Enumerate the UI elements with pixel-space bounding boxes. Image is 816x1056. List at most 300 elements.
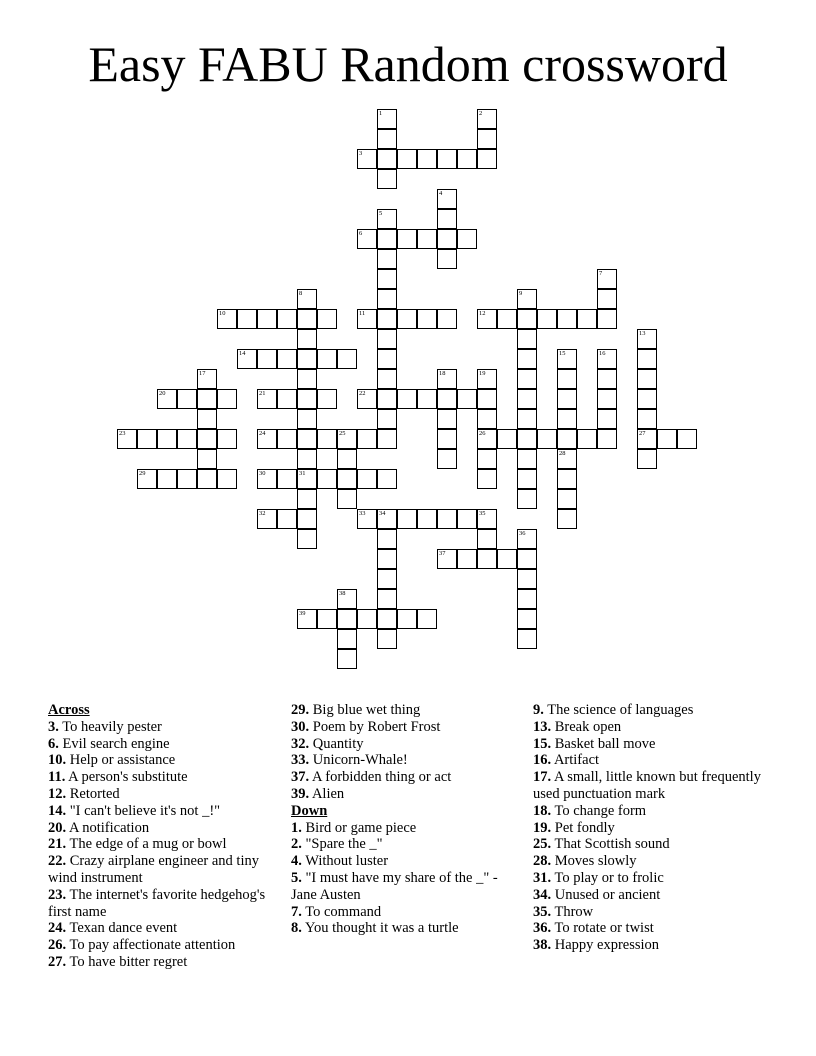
grid-cell[interactable] bbox=[517, 309, 537, 329]
clue-number-label: 7. bbox=[291, 903, 302, 920]
grid-cell[interactable] bbox=[557, 309, 577, 329]
clue-text: The edge of a mug or bowl bbox=[66, 836, 227, 853]
grid-cell[interactable] bbox=[597, 349, 617, 369]
clue-text: "I can't believe it's not _!" bbox=[66, 802, 221, 819]
clue-text: The science of languages bbox=[543, 702, 694, 718]
down-clue bbox=[291, 904, 523, 921]
grid-cell[interactable] bbox=[277, 389, 297, 409]
grid-cell[interactable] bbox=[297, 489, 317, 509]
grid-cell[interactable] bbox=[537, 429, 557, 449]
grid-cell[interactable] bbox=[397, 609, 417, 629]
clue-text: To heavily pester bbox=[58, 718, 162, 735]
clue-number-label: 29. bbox=[291, 702, 310, 718]
across-clue bbox=[48, 769, 278, 786]
grid-cell[interactable] bbox=[277, 469, 297, 489]
clue-text: Texan dance event bbox=[66, 920, 178, 937]
grid-cell[interactable] bbox=[517, 409, 537, 429]
clue-text: Retorted bbox=[66, 785, 120, 802]
clue-text: Big blue wet thing bbox=[309, 702, 421, 718]
grid-cell[interactable] bbox=[517, 429, 537, 449]
clue-number-label: 1. bbox=[291, 819, 302, 836]
grid-cell[interactable] bbox=[377, 269, 397, 289]
grid-cell[interactable] bbox=[277, 509, 297, 529]
grid-cell[interactable] bbox=[377, 329, 397, 349]
grid-cell[interactable] bbox=[217, 389, 237, 409]
grid-cell[interactable] bbox=[377, 109, 397, 129]
grid-cell[interactable] bbox=[597, 409, 617, 429]
grid-cell[interactable] bbox=[417, 509, 437, 529]
clues-column-3 bbox=[533, 702, 773, 954]
grid-cell[interactable] bbox=[397, 229, 417, 249]
grid-cell[interactable] bbox=[477, 309, 497, 329]
clue-number: 39 bbox=[299, 610, 306, 617]
clue-number: 13 bbox=[639, 330, 646, 337]
down-clue bbox=[291, 820, 523, 837]
grid-cell[interactable] bbox=[297, 389, 317, 409]
grid-cell[interactable] bbox=[337, 629, 357, 649]
grid-cell[interactable] bbox=[477, 469, 497, 489]
grid-cell[interactable] bbox=[157, 469, 177, 489]
grid-cell[interactable] bbox=[297, 409, 317, 429]
across-clue bbox=[291, 719, 523, 736]
grid-cell[interactable] bbox=[437, 449, 457, 469]
grid-cell[interactable] bbox=[337, 349, 357, 369]
grid-cell[interactable] bbox=[297, 429, 317, 449]
grid-cell[interactable] bbox=[517, 549, 537, 569]
grid-cell[interactable] bbox=[377, 309, 397, 329]
grid-cell[interactable] bbox=[557, 429, 577, 449]
grid-cell[interactable] bbox=[477, 129, 497, 149]
grid-cell[interactable] bbox=[237, 349, 257, 369]
grid-cell[interactable] bbox=[337, 609, 357, 629]
grid-cell[interactable] bbox=[197, 429, 217, 449]
clue-number-label: 27. bbox=[48, 953, 67, 970]
across-clue bbox=[48, 937, 278, 954]
grid-cell[interactable] bbox=[277, 429, 297, 449]
grid-cell[interactable] bbox=[317, 389, 337, 409]
grid-cell[interactable] bbox=[457, 389, 477, 409]
grid-cell[interactable] bbox=[557, 409, 577, 429]
grid-cell[interactable] bbox=[437, 389, 457, 409]
down-clue bbox=[533, 920, 773, 937]
clue-number-label: 37. bbox=[291, 769, 310, 786]
grid-cell[interactable] bbox=[397, 309, 417, 329]
grid-cell[interactable] bbox=[477, 149, 497, 169]
grid-cell[interactable] bbox=[337, 589, 357, 609]
clue-number-label: 13. bbox=[533, 718, 552, 735]
clue-number-label: 18. bbox=[533, 802, 552, 819]
down-clue bbox=[533, 870, 773, 887]
clue-number-label: 14. bbox=[48, 802, 67, 819]
grid-cell[interactable] bbox=[257, 509, 277, 529]
grid-cell[interactable] bbox=[377, 289, 397, 309]
grid-cell[interactable] bbox=[197, 409, 217, 429]
grid-cell[interactable] bbox=[377, 409, 397, 429]
grid-cell[interactable] bbox=[297, 529, 317, 549]
grid-cell[interactable] bbox=[377, 629, 397, 649]
clue-text: To rotate or twist bbox=[551, 920, 654, 937]
grid-cell[interactable] bbox=[317, 349, 337, 369]
clue-text: A forbidden thing or act bbox=[309, 769, 452, 786]
grid-cell[interactable] bbox=[517, 609, 537, 629]
grid-cell[interactable] bbox=[377, 549, 397, 569]
grid-cell[interactable] bbox=[517, 569, 537, 589]
grid-cell[interactable] bbox=[517, 449, 537, 469]
across-clue bbox=[48, 719, 278, 736]
down-clue bbox=[533, 853, 773, 870]
grid-cell[interactable] bbox=[517, 489, 537, 509]
grid-cell[interactable] bbox=[517, 369, 537, 389]
clue-number: 17 bbox=[199, 370, 206, 377]
clue-number: 22 bbox=[359, 390, 366, 397]
grid-cell[interactable] bbox=[437, 189, 457, 209]
grid-cell[interactable] bbox=[177, 429, 197, 449]
grid-cell[interactable] bbox=[317, 429, 337, 449]
clue-number: 18 bbox=[439, 370, 446, 377]
grid-cell[interactable] bbox=[397, 389, 417, 409]
across-clue bbox=[291, 786, 523, 803]
grid-cell[interactable] bbox=[497, 429, 517, 449]
across-clue bbox=[48, 803, 278, 820]
clue-text: A notification bbox=[66, 819, 150, 836]
grid-cell[interactable] bbox=[357, 509, 377, 529]
grid-cell[interactable] bbox=[297, 329, 317, 349]
clue-number-label: 28. bbox=[533, 853, 552, 870]
grid-cell[interactable] bbox=[377, 469, 397, 489]
grid-cell[interactable] bbox=[117, 429, 137, 449]
grid-cell[interactable] bbox=[217, 309, 237, 329]
grid-cell[interactable] bbox=[297, 469, 317, 489]
grid-cell[interactable] bbox=[257, 469, 277, 489]
clue-number-label: 30. bbox=[291, 718, 310, 735]
clue-number-label: 4. bbox=[291, 853, 302, 870]
grid-cell[interactable] bbox=[517, 589, 537, 609]
grid-cell[interactable] bbox=[437, 309, 457, 329]
grid-cell[interactable] bbox=[237, 309, 257, 329]
grid-cell[interactable] bbox=[557, 349, 577, 369]
grid-cell[interactable] bbox=[437, 409, 457, 429]
clue-number: 34 bbox=[379, 510, 386, 517]
grid-cell[interactable] bbox=[437, 249, 457, 269]
grid-cell[interactable] bbox=[517, 529, 537, 549]
clue-number-label: 11. bbox=[48, 769, 66, 786]
down-clue bbox=[533, 803, 773, 820]
grid-cell[interactable] bbox=[397, 509, 417, 529]
grid-cell[interactable] bbox=[657, 429, 677, 449]
down-clue bbox=[533, 719, 773, 736]
grid-cell[interactable] bbox=[417, 609, 437, 629]
grid-cell[interactable] bbox=[477, 509, 497, 529]
grid-cell[interactable] bbox=[337, 489, 357, 509]
clue-number-label: 5. bbox=[291, 869, 302, 886]
grid-cell[interactable] bbox=[557, 509, 577, 529]
grid-cell[interactable] bbox=[577, 309, 597, 329]
down-clue bbox=[533, 820, 773, 837]
grid-cell[interactable] bbox=[157, 389, 177, 409]
grid-cell[interactable] bbox=[197, 389, 217, 409]
down-clue bbox=[533, 769, 773, 803]
grid-cell[interactable] bbox=[477, 409, 497, 429]
grid-cell[interactable] bbox=[477, 369, 497, 389]
down-clue bbox=[533, 937, 773, 954]
grid-cell[interactable] bbox=[677, 429, 697, 449]
grid-cell[interactable] bbox=[557, 469, 577, 489]
clue-number: 11 bbox=[359, 310, 366, 317]
down-clue bbox=[533, 836, 773, 853]
grid-cell[interactable] bbox=[297, 369, 317, 389]
grid-cell[interactable] bbox=[217, 469, 237, 489]
grid-cell[interactable] bbox=[637, 389, 657, 409]
clue-number: 26 bbox=[479, 430, 486, 437]
grid-cell[interactable] bbox=[297, 609, 317, 629]
clue-number-label: 19. bbox=[533, 819, 552, 836]
grid-cell[interactable] bbox=[257, 389, 277, 409]
clue-number: 14 bbox=[239, 350, 246, 357]
grid-cell[interactable] bbox=[637, 409, 657, 429]
clue-text: To command bbox=[301, 903, 382, 920]
grid-cell[interactable] bbox=[477, 109, 497, 129]
clue-number-label: 31. bbox=[533, 869, 552, 886]
grid-cell[interactable] bbox=[377, 369, 397, 389]
grid-cell[interactable] bbox=[357, 469, 377, 489]
grid-cell[interactable] bbox=[297, 289, 317, 309]
clue-number-label: 17. bbox=[533, 769, 552, 786]
down-clue bbox=[533, 752, 773, 769]
clue-number: 2 bbox=[479, 110, 483, 117]
clue-text: Crazy airplane engineer and tiny wind instrument bbox=[48, 853, 259, 886]
clues-column-2 bbox=[291, 702, 523, 937]
clue-text: Pet fondly bbox=[551, 819, 615, 836]
grid-cell[interactable] bbox=[277, 349, 297, 369]
grid-cell[interactable] bbox=[497, 309, 517, 329]
grid-cell[interactable] bbox=[637, 449, 657, 469]
grid-cell[interactable] bbox=[317, 309, 337, 329]
clue-number: 29 bbox=[139, 470, 146, 477]
clue-number-label: 36. bbox=[533, 920, 552, 937]
grid-cell[interactable] bbox=[257, 429, 277, 449]
grid-cell[interactable] bbox=[357, 149, 377, 169]
clue-number: 15 bbox=[559, 350, 566, 357]
clue-number-label: 9. bbox=[533, 702, 544, 718]
grid-cell[interactable] bbox=[517, 289, 537, 309]
grid-cell[interactable] bbox=[437, 149, 457, 169]
down-clue bbox=[291, 853, 523, 870]
grid-cell[interactable] bbox=[457, 549, 477, 569]
across-clue bbox=[48, 954, 278, 971]
grid-cell[interactable] bbox=[437, 429, 457, 449]
grid-cell[interactable] bbox=[337, 649, 357, 669]
grid-cell[interactable] bbox=[377, 249, 397, 269]
grid-cell[interactable] bbox=[257, 309, 277, 329]
across-clue bbox=[291, 769, 523, 786]
grid-cell[interactable] bbox=[577, 429, 597, 449]
clue-number: 38 bbox=[339, 590, 346, 597]
grid-cell[interactable] bbox=[517, 629, 537, 649]
grid-cell[interactable] bbox=[197, 469, 217, 489]
grid-cell[interactable] bbox=[557, 449, 577, 469]
grid-cell[interactable] bbox=[637, 349, 657, 369]
grid-cell[interactable] bbox=[597, 269, 617, 289]
grid-cell[interactable] bbox=[377, 169, 397, 189]
clue-number: 30 bbox=[259, 470, 266, 477]
grid-cell[interactable] bbox=[377, 229, 397, 249]
grid-cell[interactable] bbox=[297, 309, 317, 329]
grid-cell[interactable] bbox=[437, 509, 457, 529]
grid-cell[interactable] bbox=[597, 389, 617, 409]
grid-cell[interactable] bbox=[377, 609, 397, 629]
grid-cell[interactable] bbox=[377, 209, 397, 229]
clue-number: 32 bbox=[259, 510, 266, 517]
clue-number: 16 bbox=[599, 350, 606, 357]
grid-cell[interactable] bbox=[357, 389, 377, 409]
clue-number: 37 bbox=[439, 550, 446, 557]
grid-cell[interactable] bbox=[357, 609, 377, 629]
grid-cell[interactable] bbox=[297, 449, 317, 469]
grid-cell[interactable] bbox=[297, 349, 317, 369]
clue-number-label: 2. bbox=[291, 836, 302, 853]
clue-number: 3 bbox=[359, 150, 363, 157]
grid-cell[interactable] bbox=[637, 429, 657, 449]
clue-number-label: 26. bbox=[48, 937, 67, 954]
grid-cell[interactable] bbox=[437, 549, 457, 569]
grid-cell[interactable] bbox=[557, 489, 577, 509]
clue-text: Quantity bbox=[309, 735, 364, 752]
grid-cell[interactable] bbox=[437, 209, 457, 229]
grid-cell[interactable] bbox=[517, 349, 537, 369]
grid-cell[interactable] bbox=[537, 309, 557, 329]
grid-cell[interactable] bbox=[177, 389, 197, 409]
clue-text: The internet's favorite hedgehog's first name bbox=[48, 886, 266, 920]
clue-number: 6 bbox=[359, 230, 363, 237]
clue-number: 8 bbox=[299, 290, 303, 297]
clues-column-1 bbox=[48, 702, 278, 971]
grid-cell[interactable] bbox=[557, 369, 577, 389]
down-clue bbox=[291, 836, 523, 853]
grid-cell[interactable] bbox=[357, 429, 377, 449]
clue-number-label: 25. bbox=[533, 836, 552, 853]
grid-cell[interactable] bbox=[417, 229, 437, 249]
clue-text: Unicorn-Whale! bbox=[309, 752, 408, 769]
grid-cell[interactable] bbox=[337, 429, 357, 449]
grid-cell[interactable] bbox=[477, 429, 497, 449]
grid-cell[interactable] bbox=[597, 369, 617, 389]
grid-cell[interactable] bbox=[477, 389, 497, 409]
clue-number-label: 8. bbox=[291, 920, 302, 937]
clue-number-label: 3. bbox=[48, 718, 59, 735]
grid-cell[interactable] bbox=[557, 389, 577, 409]
grid-cell[interactable] bbox=[377, 509, 397, 529]
across-clue bbox=[48, 736, 278, 753]
grid-cell[interactable] bbox=[317, 609, 337, 629]
grid-cell[interactable] bbox=[417, 309, 437, 329]
grid-cell[interactable] bbox=[357, 309, 377, 329]
grid-cell[interactable] bbox=[597, 429, 617, 449]
grid-cell[interactable] bbox=[377, 349, 397, 369]
clue-text: "Spare the _" bbox=[301, 836, 383, 853]
clue-text: Poem by Robert Frost bbox=[309, 718, 441, 735]
clue-text: That Scottish sound bbox=[551, 836, 670, 853]
clue-number: 28 bbox=[559, 450, 566, 457]
grid-cell[interactable] bbox=[457, 509, 477, 529]
clue-number-label: 33. bbox=[291, 752, 310, 769]
clue-number: 7 bbox=[599, 270, 603, 277]
down-clue bbox=[533, 887, 773, 904]
clue-text: Throw bbox=[551, 903, 594, 920]
grid-cell[interactable] bbox=[377, 429, 397, 449]
clue-number: 19 bbox=[479, 370, 486, 377]
grid-cell[interactable] bbox=[597, 289, 617, 309]
grid-cell[interactable] bbox=[297, 509, 317, 529]
grid-cell[interactable] bbox=[437, 229, 457, 249]
grid-cell[interactable] bbox=[377, 569, 397, 589]
grid-cell[interactable] bbox=[517, 389, 537, 409]
grid-cell[interactable] bbox=[197, 449, 217, 469]
grid-cell[interactable] bbox=[457, 229, 477, 249]
clue-number-label: 35. bbox=[533, 903, 552, 920]
grid-cell[interactable] bbox=[377, 529, 397, 549]
clue-number: 35 bbox=[479, 510, 486, 517]
clue-number-label: 22. bbox=[48, 853, 67, 870]
grid-cell[interactable] bbox=[417, 149, 437, 169]
grid-cell[interactable] bbox=[417, 389, 437, 409]
grid-cell[interactable] bbox=[377, 149, 397, 169]
down-clue bbox=[291, 920, 523, 937]
grid-cell[interactable] bbox=[277, 309, 297, 329]
clue-number-label: 38. bbox=[533, 937, 552, 954]
grid-cell[interactable] bbox=[637, 329, 657, 349]
grid-cell[interactable] bbox=[377, 129, 397, 149]
grid-cell[interactable] bbox=[357, 229, 377, 249]
clue-text: Break open bbox=[551, 718, 622, 735]
grid-cell[interactable] bbox=[257, 349, 277, 369]
grid-cell[interactable] bbox=[197, 369, 217, 389]
grid-cell[interactable] bbox=[317, 469, 337, 489]
grid-cell[interactable] bbox=[517, 469, 537, 489]
clue-number-label: 32. bbox=[291, 735, 310, 752]
grid-cell[interactable] bbox=[477, 549, 497, 569]
grid-cell[interactable] bbox=[637, 369, 657, 389]
grid-cell[interactable] bbox=[497, 549, 517, 569]
grid-cell[interactable] bbox=[397, 149, 417, 169]
clue-number-label: 6. bbox=[48, 735, 59, 752]
across-clue bbox=[48, 836, 278, 853]
grid-cell[interactable] bbox=[597, 309, 617, 329]
clue-number: 31 bbox=[299, 470, 306, 477]
grid-cell[interactable] bbox=[477, 449, 497, 469]
grid-cell[interactable] bbox=[157, 429, 177, 449]
grid-cell[interactable] bbox=[137, 429, 157, 449]
grid-cell[interactable] bbox=[177, 469, 197, 489]
clue-number-label: 24. bbox=[48, 920, 67, 937]
down-header: Down bbox=[291, 802, 328, 819]
clue-text: Moves slowly bbox=[551, 853, 637, 870]
grid-cell[interactable] bbox=[377, 389, 397, 409]
grid-cell[interactable] bbox=[377, 589, 397, 609]
clue-text: To change form bbox=[551, 802, 647, 819]
grid-cell[interactable] bbox=[477, 529, 497, 549]
grid-cell[interactable] bbox=[137, 469, 157, 489]
grid-cell[interactable] bbox=[437, 369, 457, 389]
grid-cell[interactable] bbox=[217, 429, 237, 449]
clue-text: To have bitter regret bbox=[66, 953, 188, 970]
grid-cell[interactable] bbox=[337, 449, 357, 469]
grid-cell[interactable] bbox=[457, 149, 477, 169]
grid-cell[interactable] bbox=[337, 469, 357, 489]
clue-text: Help or assistance bbox=[66, 752, 176, 769]
clue-number-label: 34. bbox=[533, 886, 552, 903]
grid-cell[interactable] bbox=[517, 329, 537, 349]
clue-text: Basket ball move bbox=[551, 735, 656, 752]
